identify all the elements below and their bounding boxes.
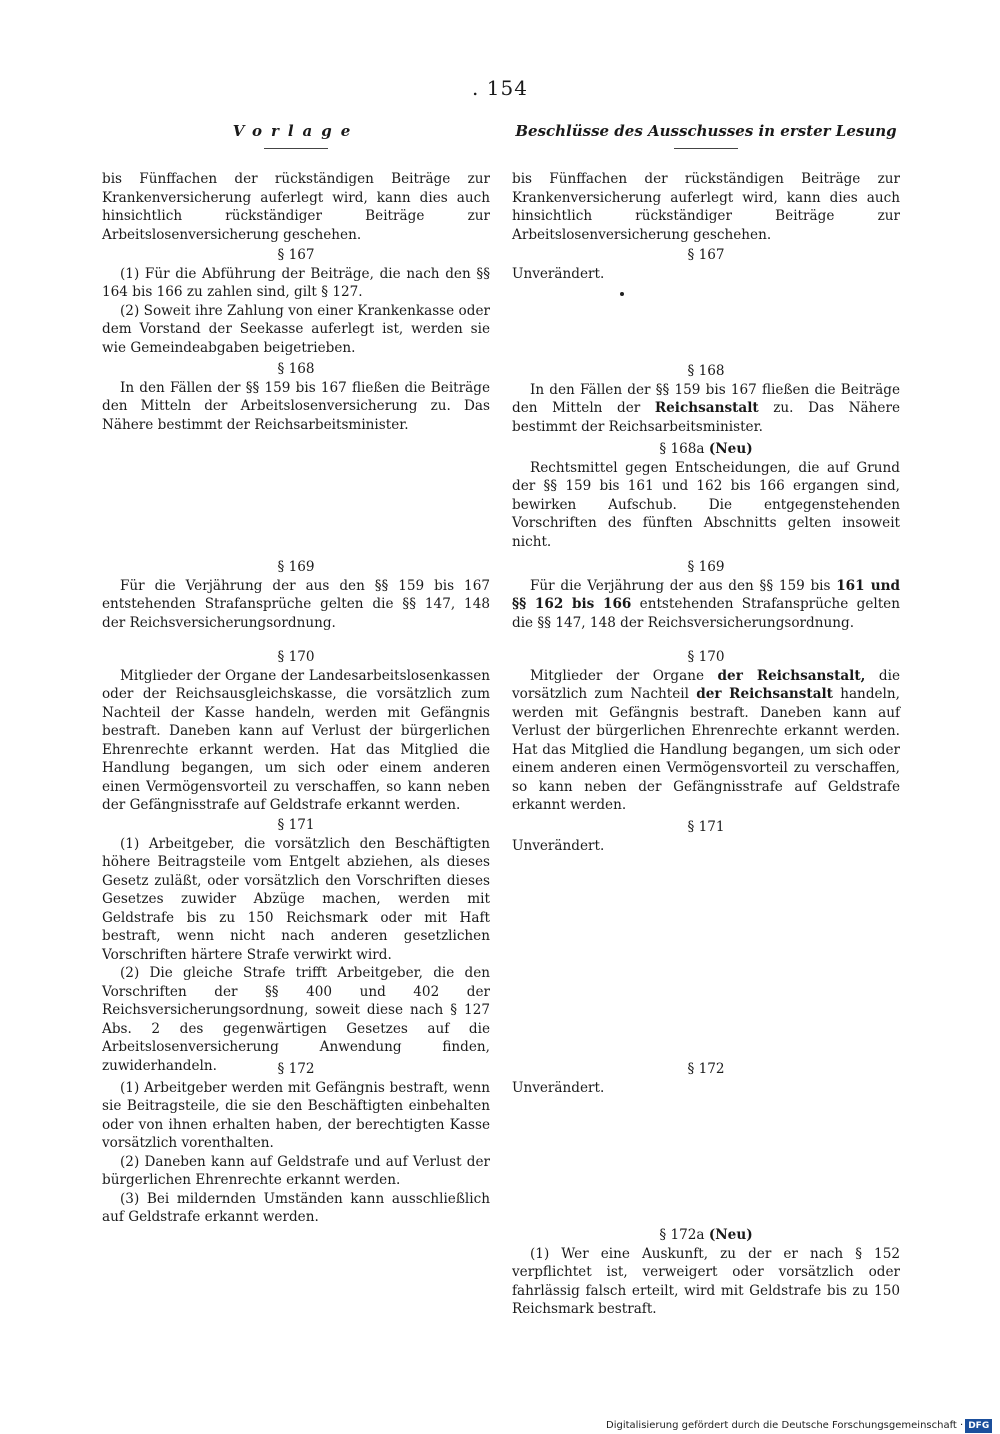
section-heading: § 171 [687,819,725,835]
right-section-172a [512,1226,900,1319]
section-heading: § 169 [687,559,725,575]
paragraph: (1) Wer eine Auskunft, zu der er nach § 152 verpflichtet ist, verweigert oder vorsätzlich oder fahrlässig falsch erteilt, wird mit Geldstrafe bis zu 150 Reichsmark bestraft. [512,1245,900,1317]
paragraph: Unverändert. [512,1079,605,1096]
right-title-rule [674,148,738,149]
paragraph: bis Fünffachen der rückständigen Beiträge zur Krankenversicherung auferlegt wird, kann dies auch hinsichtlich rückständiger Beiträge zur Arbeitslosenversicherung geschehen. [512,171,900,243]
left-section-170 [102,648,490,815]
paragraph: (2) Die gleiche Strafe trifft Arbeitgeber, die den Vorschriften der §§ 400 und 402 der Reichsversicherungsordnung, soweit diese nach § 127 Abs. 2 des gegenwärtigen Gesetzes auf die Arbeitslosenversicherung Anwendung finden, zuwiderhandeln. [102,965,490,1074]
footer-credit [606,1419,992,1433]
section-heading: § 167 [277,247,315,263]
footer-text: Digitalisierung gefördert durch die Deutsche Forschungsgemeinschaft · [606,1420,964,1431]
left-title-rule [264,148,328,149]
paragraph: Für die Verjährung der aus den §§ 159 bis 167 entstehenden Strafansprüche gelten die §§ 147, 148 der Reichsversicherungsordnung. [102,577,490,631]
text-run: die vorsätzlich zum Nachteil [512,667,900,702]
paragraph [512,381,900,437]
emphasis: (Neu) [708,1227,753,1243]
right-section-167 [512,246,900,283]
right-continuation [512,170,900,244]
left-section-169 [102,558,490,632]
text-run: handeln, werden mit Gefängnis bestraft. Daneben kann auf Verlust der bürgerlichen Ehrenrechte erkannt werden. Hat das Mitglied die Handlung begangen, um sich oder einem anderen einen Vermögensvorteil zu verschaffen, so kann neben der Gefängnisstrafe auf Geldstrafe erkannt werden. [512,686,900,813]
left-section-171 [102,816,490,1075]
left-column [102,118,490,1225]
section-heading: § 171 [277,817,315,833]
text-run: Mitglieder der Organe [530,667,718,684]
emphasis: 161 und §§ 162 bis 166 [512,577,900,612]
text-run: Für die Verjährung der aus den §§ 159 bis [530,577,837,594]
paragraph: (3) Bei mildernden Umständen kann ausschließlich auf Geldstrafe erkannt werden. [102,1190,490,1225]
right-section-168 [512,362,900,436]
paragraph: (1) Arbeitgeber werden mit Gefängnis bestraft, wenn sie Beitragsteile, die sie den Beschäftigten einbehalten oder von ihnen erhalten haben, der berechtigten Kasse vorsätzlich vorenthalten. [102,1079,490,1151]
paragraph: (2) Daneben kann auf Geldstrafe und auf Verlust der bürgerlichen Ehrenrechte erkannt werden. [102,1153,490,1188]
left-section-172 [102,1060,490,1227]
section-heading: § 170 [277,649,315,665]
text-run: entstehenden Strafansprüche gelten die §§ 147, 148 der Reichsversicherungsordnung. [512,596,900,631]
left-section-167 [102,246,490,357]
left-continuation [102,170,490,244]
paragraph: (1) Für die Abführung der Beiträge, die nach den §§ 164 bis 166 zu zahlen sind, gilt § 127. [102,265,490,300]
paragraph: Unverändert. [512,837,605,854]
paragraph [512,577,900,633]
right-section-172 [512,1060,900,1097]
paragraph: In den Fällen der §§ 159 bis 167 fließen die Beiträge den Mitteln der Arbeitslosenversicherung zu. Das Nähere bestimmt der Reichsarbeitsminister. [102,379,490,433]
section-heading: § 169 [277,559,315,575]
right-section-170 [512,648,900,815]
text-run: In den Fällen der §§ 159 bis 167 fließen die Beiträge den Mitteln der [512,381,900,416]
section-heading [512,1226,900,1245]
right-column-title: Beschlüsse des Ausschusses in erster Lesung [515,122,897,140]
text-run: § 168a [659,441,709,457]
emphasis: der Reichsanstalt [696,686,833,702]
section-heading: § 168 [687,363,725,379]
left-column-title: Vorlage [232,122,360,140]
emphasis: der Reichsanstalt, [717,667,866,684]
section-heading: § 168 [277,361,315,377]
paragraph: (2) Soweit ihre Zahlung von einer Krankenkasse oder dem Vorstand der Seekasse auferlegt ist, werden sie wie Gemeindeabgaben beigetrieben. [102,302,490,356]
paragraph: (1) Arbeitgeber, die vorsätzlich den Beschäftigten höhere Beitragsteile vom Entgelt abziehen, als dieses Gesetz zuläßt, oder vorsätzlich den Vorschriften dieses Gesetzes zuwider Abzüge machen, werden mit Geldstrafe bis zu 150 Reichsmark oder mit Haft bestraft, wenn nicht nach anderen gesetzlichen Vorschriften härtere Strafe verwirkt wird. [102,835,490,963]
section-heading: § 172 [277,1061,315,1077]
paragraph [512,667,900,815]
text-run: § 172a [659,1227,709,1243]
page-number: . 154 [472,76,528,100]
left-section-168 [102,360,490,434]
paragraph: Rechtsmittel gegen Entscheidungen, die auf Grund der §§ 159 bis 161 und 162 bis 166 ergangen sind, bewirken Aufschub. Die entgegenstehenden Vorschriften des fünften Abschnitts gelten insoweit nicht. [512,459,900,550]
right-section-171 [512,818,900,855]
emphasis: Reichsanstalt [654,400,759,416]
section-heading: § 172 [687,1061,725,1077]
section-heading: § 167 [687,247,725,263]
text-run: zu. Das Nähere bestimmt der Reichsarbeitsminister. [512,400,900,435]
right-column [512,118,900,1317]
paragraph: Unverändert. [512,265,605,282]
dfg-logo: DFG [965,1419,992,1433]
emphasis: (Neu) [708,441,753,457]
section-heading: § 170 [687,649,725,665]
stray-dot [620,292,624,296]
right-section-168a [512,440,900,551]
paragraph: Mitglieder der Organe der Landesarbeitslosenkassen oder der Reichsausgleichskasse, die vorsätzlich zum Nachteil der Kasse handeln, werden mit Gefängnis bestraft. Daneben kann auf Verlust der bürgerlichen Ehrenrechte erkannt werden. Hat das Mitglied die Handlung begangen, um sich oder einem anderen einen Vermögensvorteil zu verschaffen, so kann neben der Gefängnisstrafe auf Geldstrafe erkannt werden. [102,667,490,813]
paragraph: bis Fünffachen der rückständigen Beiträge zur Krankenversicherung auferlegt wird, kann dies auch hinsichtlich rückständiger Beiträge zur Arbeitslosenversicherung geschehen. [102,171,490,243]
section-heading [512,440,900,459]
right-section-169 [512,558,900,632]
